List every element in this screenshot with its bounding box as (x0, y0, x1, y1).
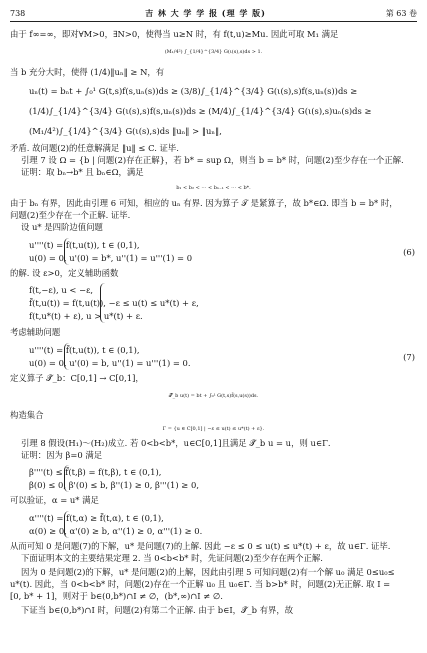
text-line: f(t,u*(t) + ε), u > u*(t) + ε. (29, 311, 143, 321)
text-line: [0, b* + 1]，则对于 b∈(0,b*)∩I ≠ ∅，(b*,∞)∩I ≠ ∅. (10, 591, 223, 601)
system-brace (64, 238, 69, 265)
text-line: (M₁/4²) ∫_{1/4}^{3/4} G(ι(s),s)ds > 1. (164, 49, 263, 55)
equation-number: (7) (403, 352, 415, 362)
volume-label: 第 63 卷 (385, 8, 417, 18)
text-line: u*(t). 因此，当 0<b<b* 时，问题(2)存在一个正解 u₀ 且 u₀∈Γ. 当 b>b* 时，问题(2)无正解. 取 I = (10, 579, 391, 589)
text-line: u''''(t) = f(t,u(t)), t ∈ (0,1), (29, 240, 140, 250)
text-line: α(0) ≥ 0, α'(0) ≥ b, α''(1) ≥ 0, α'''(1) ≥ 0. (29, 526, 203, 536)
page-number: 738 (10, 8, 26, 18)
text-line: u''''(t) = f̃(t,u(t)), t ∈ (0,1), (29, 345, 140, 355)
system-brace (64, 465, 69, 492)
system-brace (100, 283, 105, 323)
text-line: 下面证明本文的主要结果定理 2. 当 0<b<b* 时，先证问题(2)至少存在两个正解. (21, 553, 323, 563)
text-line: 定义算子 𝒯̃_b：C[0,1] → C[0,1]， (10, 373, 144, 383)
text-line: 可以验证，α = u* 满足 (10, 495, 99, 505)
text-line: 证明：因为 β=0 满足 (21, 450, 103, 460)
text-line: 矛盾. 故问题(2)的任意解满足 ‖u‖ ≤ C. 证毕. (10, 143, 179, 153)
text-line: 证明：取 bₙ→b* 且 bₙ∈Ω，满足 (21, 167, 144, 177)
system-brace (64, 511, 69, 538)
text-line: u(0) = 0, u'(0) = b*, u''(1) = u'''(1) = 0 (29, 253, 193, 263)
text-line: Γ = {u ∈ C[0,1] | −ε ≤ u(t) ≤ u*(t) + ε}. (162, 426, 265, 432)
text-line: 𝒯̃_b u(t) = bt + ∫₀¹ G(t,s)f̃(s,u(s))ds. (168, 393, 259, 399)
text-line: 由于 f∞=∞，即对∀M>0，∃N>0，使得当 u≥N 时，有 f(t,u)≥Mu. 因此可取 M₁ 满足 (10, 29, 339, 39)
text-line: 的解. 设 ε>0，定义辅助函数 (10, 268, 119, 278)
text-line: u(0) = 0, u'(0) = b, u''(1) = u'''(1) = 0. (29, 358, 191, 368)
text-line: 设 u* 是四阶边值问题 (21, 222, 103, 232)
running-header (10, 6, 417, 20)
header-rule (10, 21, 417, 22)
text-line: 考虑辅助问题 (10, 327, 61, 337)
text-line: 当 b 充分大时，使得 (1/4)‖uₙ‖ ≥ N，有 (10, 67, 165, 77)
text-line: 构造集合 (10, 410, 44, 420)
text-line: f(t,−ε), u < −ε, (29, 285, 94, 295)
text-line: 引理 8 假设(H₁)～(H₂)成立. 若 0<b<b*，u∈C[0,1]且满足 𝒯̃_b u = u，则 u∈Γ. (21, 438, 331, 448)
text-line: 由于 bₙ 有界，因此由引理 6 可知，相应的 uₙ 有界. 因为算子 𝒯 是紧算子，故 b*∈Ω. 即当 b = b* 时， (10, 198, 398, 208)
text-line: β(0) ≤ 0, β'(0) ≤ b, β''(1) ≥ 0, β'''(1) ≥ 0, (29, 480, 199, 490)
journal-title: 吉 林 大 学 学 报 (理 学 版) (145, 7, 266, 18)
text-line: (M₁/4²)∫_{1/4}^{3/4} G(ι(s),s)ds ‖uₙ‖ > ‖uₙ‖, (29, 126, 222, 136)
system-brace (64, 343, 69, 370)
text-line: 从而可知 0 是问题(7)的下解，u* 是问题(7)的上解. 因此 −ε ≤ 0 ≤ u(t) ≤ u*(t) + ε，故 u∈Γ. 证毕. (10, 541, 391, 551)
equation-number: (6) (403, 247, 415, 257)
text-line: b₁ < b₂ < ⋯ < bₙ₋₁ < ⋯ < b*. (176, 185, 251, 191)
text-line: α''''(t) = f(t,α) ≥ f̃(t,α), t ∈ (0,1), (29, 513, 164, 523)
text-line: (1/4)∫_{1/4}^{3/4} G(ι(s),s)f(s,uₙ(s))ds ≥ (M/4)∫_{1/4}^{3/4} G(ι(s),s)uₙ(s)ds ≥ (29, 106, 372, 116)
text-line: β''''(t) ≤ f̃(t,β) = f(t,β), t ∈ (0,1), (29, 467, 162, 477)
text-line: 问题(2)至少存在一个正解. 证毕. (10, 210, 131, 220)
text-line: 因为 0 是问题(2)的下解，u* 是问题(2)的上解，因此由引理 5 可知问题(2)有一个解 u₀ 满足 0≤u₀≤ (21, 567, 395, 577)
text-line: 下证当 b∈(0,b*)∩I 时，问题(2)有第二个正解. 由于 b∈I，𝒯̃_b 有界，故 (21, 605, 294, 615)
text-line: f̃(t,u(t)) = f(t,u(t)), −ε ≤ u(t) ≤ u*(t) + ε, (29, 298, 199, 308)
text-line: uₙ(t) = bₙt + ∫₀¹ G(t,s)f(s,uₙ(s))ds ≥ (3/8)∫_{1/4}^{3/4} G(ι(s),s)f(s,uₙ(s))ds ≥ (29, 86, 358, 96)
text-line: 引理 7 设 Ω = {b | 问题(2)存在正解}，若 b* = sup Ω，则当 b = b* 时，问题(2)至少存在一个正解. (21, 155, 404, 165)
